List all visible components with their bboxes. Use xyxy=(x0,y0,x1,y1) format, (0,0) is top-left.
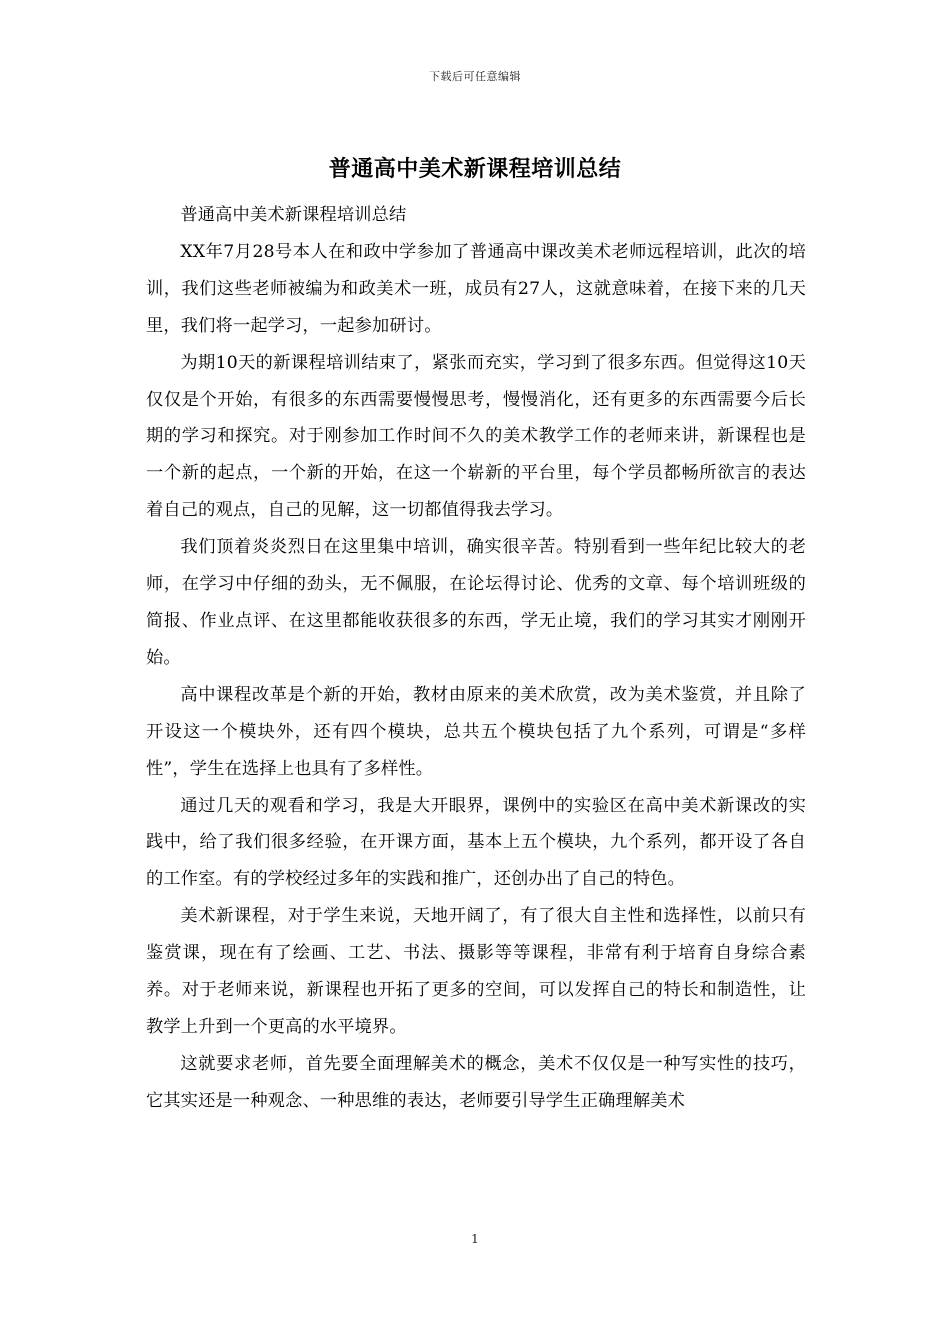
paragraph: 通过几天的观看和学习，我是大开眼界，课例中的实验区在高中美术新课改的实践中，给了我们很多经验，在开课方面，基本上五个模块，九个系列，都开设了各自的工作室。有的学校经过多年的实践和推广，还创办出了自己的特色。 xyxy=(146,795,806,890)
header-note: 下载后可任意编辑 xyxy=(429,70,521,83)
paragraph: 为期10天的新课程培训结束了，紧张而充实，学习到了很多东西。但觉得这10天仅仅是个开始，有很多的东西需要慢慢思考，慢慢消化，还有更多的东西需要今后长期的学习和探究。对于刚参加工作时间不久的美术教学工作的老师来讲，新课程也是一个新的起点，一个新的开始，在这一个崭新的平台里，每个学员都畅所欲言的表达着自己的观点，自己的见解，这一切都值得我去学习。 xyxy=(146,352,806,521)
document-title: 普通高中美术新课程培训总结 xyxy=(328,156,622,182)
document-body xyxy=(146,197,806,1120)
paragraph-subtitle: 普通高中美术新课程培训总结 xyxy=(180,205,407,225)
paragraph: XX年7月28号本人在和政中学参加了普通高中课改美术老师远程培训，此次的培训，我们这些老师被编为和政美术一班，成员有27人，这就意味着，在接下来的几天里，我们将一起学习，一起参加研讨。 xyxy=(146,241,806,336)
paragraph: 高中课程改革是个新的开始，教材由原来的美术欣赏，改为美术鉴赏，并且除了开设这一个模块外，还有四个模块，总共五个模块包括了九个系列，可谓是“多样性”，学生在选择上也具有了多样性。 xyxy=(146,684,806,779)
paragraph: 这就要求老师，首先要全面理解美术的概念，美术不仅仅是一种写实性的技巧，它其实还是一种观念、一种思维的表达，老师要引导学生正确理解美术 xyxy=(146,1053,806,1111)
page-number: 1 xyxy=(471,1232,479,1246)
paragraph: 我们顶着炎炎烈日在这里集中培训，确实很辛苦。特别看到一些年纪比较大的老师，在学习中仔细的劲头，无不佩服，在论坛得讨论、优秀的文章、每个培训班级的简报、作业点评、在这里都能收获很多的东西，学无止境，我们的学习其实才刚刚开始。 xyxy=(146,537,806,668)
paragraph: 美术新课程，对于学生来说，天地开阔了，有了很大自主性和选择性，以前只有鉴赏课，现在有了绘画、工艺、书法、摄影等等课程，非常有利于培育自身综合素养。对于老师来说，新课程也开拓了更多的空间，可以发挥自己的特长和制造性，让教学上升到一个更高的水平境界。 xyxy=(146,906,806,1037)
